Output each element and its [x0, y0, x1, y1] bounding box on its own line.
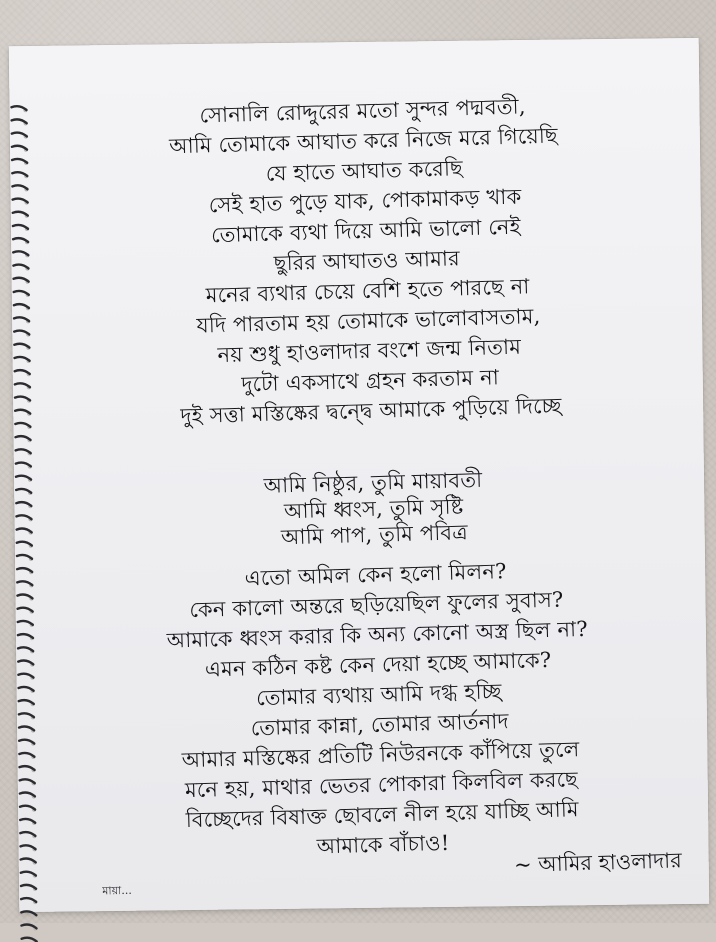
spiral-coil [19, 740, 35, 746]
poem-line: কেন কালো অন্তরে ছড়িয়েছিল ফুলের সুবাস? [189, 587, 564, 622]
spiral-coil [18, 647, 34, 653]
spiral-coil [21, 911, 37, 917]
spiral-coil [20, 832, 36, 838]
spiral-coil [19, 713, 35, 719]
spiral-coil [20, 819, 36, 825]
spiral-coil [18, 634, 34, 640]
spiral-coil [16, 476, 32, 482]
spiral-coil [14, 291, 30, 297]
spiral-coil [11, 106, 27, 112]
spiral-coil [18, 621, 34, 627]
spiral-coil [16, 436, 32, 442]
spiral-coil [16, 449, 32, 455]
spiral-coil [15, 410, 31, 416]
spiral-coil [19, 726, 35, 732]
spiral-coil [15, 423, 31, 429]
poem-line: সেই হাত পুড়ে যাক, পোকামাকড় খাক [208, 184, 522, 218]
poem-line: আমি তোমাকে আঘাত করে নিজে মরে গিয়েছি [168, 123, 559, 159]
poem-line: সোনালি রোদ্দুরের মতো সুন্দর পদ্মবতী, [199, 94, 526, 128]
spiral-coil [18, 608, 34, 614]
spiral-coil [12, 146, 28, 152]
poem-line: নয় শুধু হাওলাদার বংশে জন্ম নিতাম [217, 334, 522, 368]
spiral-coil [12, 119, 28, 125]
poem-body [42, 88, 705, 926]
signature: ~ আমির হাওলাদার [513, 848, 683, 878]
spiral-coil [15, 370, 31, 376]
spiral-coil [12, 185, 28, 191]
poem-line: মনের ব্যথার চেয়ে বেশি হতে পারছে না [205, 274, 530, 308]
spiral-coil [15, 357, 31, 363]
spiral-coil [17, 581, 33, 587]
poem-line: আমাকে ধ্বংস করার কি অন্য কোনো অস্ত্র ছিল না? [166, 616, 589, 653]
poem-line: তোমার ব্যথায় আমি দগ্ধ হচ্ছি [255, 679, 502, 711]
spiral-coil [14, 304, 30, 310]
spiral-coil [13, 264, 29, 270]
poem-line: মনে হয়, মাথার ভেতর পোকারা কিলবিল করছে [184, 767, 579, 803]
spiral-coil [14, 344, 30, 350]
spiral-coil [13, 212, 29, 218]
spiral-coil [14, 330, 30, 336]
poem-line: বিচ্ছেদের বিষাক্ত ছোবলে নীল হয়ে যাচ্ছি আমি [185, 797, 580, 833]
poem-line: আমাকে বাঁচাও! [316, 830, 450, 859]
poem-line: আমার মস্তিষ্কের প্রতিটি নিউরনকে কাঁপিয়ে তুলে [181, 737, 580, 773]
spiral-coil [16, 515, 32, 521]
spiral-coil [13, 225, 29, 231]
spiral-coil [14, 317, 30, 323]
poem-line: আমি ধ্বংস, তুমি সৃষ্টি [283, 494, 464, 524]
spiral-coil [12, 159, 28, 165]
spiral-coil [17, 528, 33, 534]
spiral-coil [13, 238, 29, 244]
spiral-coil [13, 251, 29, 257]
spiral-coil [16, 489, 32, 495]
notebook-page [9, 38, 710, 912]
spiral-coil [18, 674, 34, 680]
poem-line: দুই সত্তা মস্তিষ্কের দ্বন্দ্বে আমাকে পুড়িয়ে দিচ্ছে [180, 393, 562, 429]
poem-line: তোমার কান্না, তোমার আর্তনাদ [250, 709, 510, 741]
spiral-coil [17, 568, 33, 574]
poem-line: যদি পারতাম হয় তোমাকে ভালোবাসতাম, [196, 304, 541, 338]
poem-line: এতো অমিল কেন হলো মিলন? [244, 559, 507, 591]
spiral-coil [20, 806, 36, 812]
spiral-coil [12, 132, 28, 138]
spiral-coil [15, 383, 31, 389]
poem-line: আমি পাপ, তুমি পবিত্র [280, 520, 469, 550]
spiral-coil [17, 555, 33, 561]
spiral-coil [20, 792, 36, 798]
spiral-coil [13, 198, 29, 204]
spiral-coil [20, 766, 36, 772]
spiral-coil [14, 278, 30, 284]
spiral-coil [17, 542, 33, 548]
spiral-coil [20, 845, 36, 851]
spiral-coil [19, 753, 35, 759]
spiral-coil [16, 502, 32, 508]
poem-line: যে হাতে আঘাত করেছি [265, 156, 464, 186]
poem-line: ছুরির আঘাতও আমার [273, 246, 461, 276]
spiral-coil [21, 924, 37, 930]
poem-line: তোমাকে ব্যথা দিয়ে আমি ভালো নেই [210, 214, 522, 248]
poem-line: এমন কঠিন কষ্ট কেন দেয়া হচ্ছে আমাকে? [204, 647, 552, 682]
spiral-coil [17, 594, 33, 600]
spiral-coil [19, 700, 35, 706]
spiral-coil [20, 779, 36, 785]
spiral-coil [21, 872, 37, 878]
poem-line: আমি নিষ্ঠুর, তুমি মায়াবতী [263, 467, 483, 498]
spiral-coil [15, 396, 31, 402]
spiral-coil [21, 858, 37, 864]
poem-line: দুটো একসাথে গ্রহন করতাম না [241, 365, 500, 397]
spiral-coil [22, 938, 38, 942]
spiral-coil [21, 898, 37, 904]
spiral-coil [18, 660, 34, 666]
corner-note: মায়া... [102, 883, 132, 898]
spiral-coil [21, 885, 37, 891]
spiral-coil [19, 687, 35, 693]
spiral-coil [12, 172, 28, 178]
spiral-coil [16, 462, 32, 468]
